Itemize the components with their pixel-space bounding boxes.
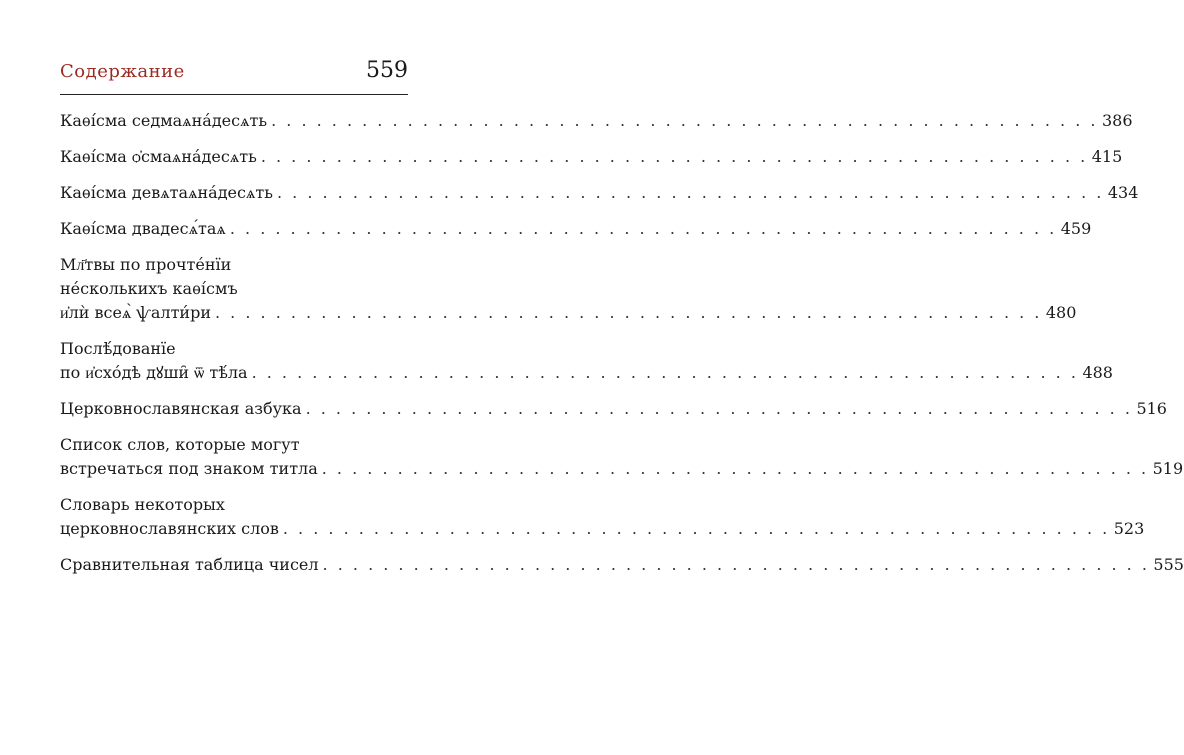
toc-entry-title: Каѳі́сма двадесѧ́таѧ xyxy=(60,219,226,238)
toc-entry-line: Мл҃твы по прочте́нїи xyxy=(60,255,232,274)
table-of-contents xyxy=(60,109,1184,577)
dot-leader: . . . . . . . . . . . . . . . . . . . . . . . . . . . . . . . . . . . . . . . . . . . . . . . . . . . . . . . xyxy=(276,183,1104,202)
dot-leader: . . . . . . . . . . . . . . . . . . . . . . . . . . . . . . . . . . . . . . . . . . . . . . . . . . . . . . . xyxy=(282,519,1110,538)
toc-entry xyxy=(60,181,1139,205)
toc-entry-last-line xyxy=(60,145,1123,169)
toc-entry-page: 488 xyxy=(1082,363,1113,382)
toc-entry-title: Каѳі́сма седмаѧна́десѧть xyxy=(60,111,268,130)
toc-entry-title: Каѳі́сма ѻ҆смаѧна́десѧть xyxy=(60,147,257,166)
dot-leader: . . . . . . . . . . . . . . . . . . . . . . . . . . . . . . . . . . . . . . . . . . . . . . . . . . . . . . . xyxy=(305,399,1133,418)
toc-entry-page: 480 xyxy=(1045,303,1077,322)
toc-entry-page: 516 xyxy=(1136,399,1167,418)
toc-entry-last-line xyxy=(60,301,1077,325)
toc-entry-title: церковнославянских слов xyxy=(60,519,279,538)
toc-entry xyxy=(60,397,1167,421)
dot-leader: . . . . . . . . . . . . . . . . . . . . . . . . . . . . . . . . . . . . . . . . . . . . . . . . . . . . . . . xyxy=(321,459,1149,478)
dot-leader: . . . . . . . . . . . . . . . . . . . . . . . . . . . . . . . . . . . . . . . . . . . . . . . . . . . . . . . xyxy=(229,219,1057,238)
toc-entry-page: 519 xyxy=(1152,459,1184,478)
toc-entry xyxy=(60,217,1092,241)
toc-entry-page: 434 xyxy=(1107,183,1139,202)
toc-entry-last-line xyxy=(60,457,1184,481)
toc-entry-title: встречаться под знаком титла xyxy=(60,459,318,478)
toc-entry-line: не́сколькихъ каѳі́смъ xyxy=(60,279,238,298)
toc-entry-title: Каѳі́сма девѧтаѧна́десѧть xyxy=(60,183,273,202)
toc-entry-line: Словарь некоторых xyxy=(60,495,225,514)
toc-entry-title: Сравнительная таблица чисел xyxy=(60,555,319,574)
page-number: 559 xyxy=(366,58,408,83)
toc-entry-page: 523 xyxy=(1113,519,1145,538)
dot-leader: . . . . . . . . . . . . . . . . . . . . . . . . . . . . . . . . . . . . . . . . . . . . . . . . . . . . . . . xyxy=(271,111,1098,130)
toc-entry-page: 386 xyxy=(1101,111,1133,130)
toc-entry-page: 415 xyxy=(1091,147,1123,166)
toc-entry-line: Список слов, которые могут xyxy=(60,435,300,454)
toc-entry xyxy=(60,337,1113,385)
toc-entry-line: Послѣ́дованїе xyxy=(60,339,176,358)
section-title: Содержание xyxy=(60,61,185,82)
toc-entry-page: 555 xyxy=(1153,555,1184,574)
toc-entry-last-line xyxy=(60,397,1167,421)
dot-leader: . . . . . . . . . . . . . . . . . . . . . . . . . . . . . . . . . . . . . . . . . . . . . . . . . . . . . . . xyxy=(251,363,1079,382)
toc-entry-title: Церковнославянская азбука xyxy=(60,399,302,418)
toc-entry xyxy=(60,433,1184,481)
toc-entry-last-line xyxy=(60,361,1113,385)
toc-entry xyxy=(60,109,1133,133)
toc-entry xyxy=(60,145,1123,169)
toc-entry xyxy=(60,253,1077,325)
toc-entry-last-line xyxy=(60,517,1145,541)
toc-entry-page: 459 xyxy=(1060,219,1092,238)
page-header xyxy=(60,58,408,95)
toc-entry-last-line xyxy=(60,553,1184,577)
dot-leader: . . . . . . . . . . . . . . . . . . . . . . . . . . . . . . . . . . . . . . . . . . . . . . . . . . . . . . . xyxy=(215,303,1042,322)
toc-entry xyxy=(60,493,1145,541)
toc-entry-last-line xyxy=(60,181,1139,205)
toc-entry-title: и҆лѝ всеѧ̀ ѱалти́ри xyxy=(60,303,211,322)
dot-leader: . . . . . . . . . . . . . . . . . . . . . . . . . . . . . . . . . . . . . . . . . . . . . . . . . . . . . . . xyxy=(260,147,1088,166)
toc-entry-last-line xyxy=(60,217,1092,241)
dot-leader: . . . . . . . . . . . . . . . . . . . . . . . . . . . . . . . . . . . . . . . . . . . . . . . . . . . . . . . xyxy=(322,555,1150,574)
toc-entry-last-line xyxy=(60,109,1133,133)
toc-entry-title: по и҆схо́дѣ дꙋши̑ ѿ тѣ́ла xyxy=(60,363,248,382)
toc-entry xyxy=(60,553,1184,577)
toc-page xyxy=(60,58,1184,589)
